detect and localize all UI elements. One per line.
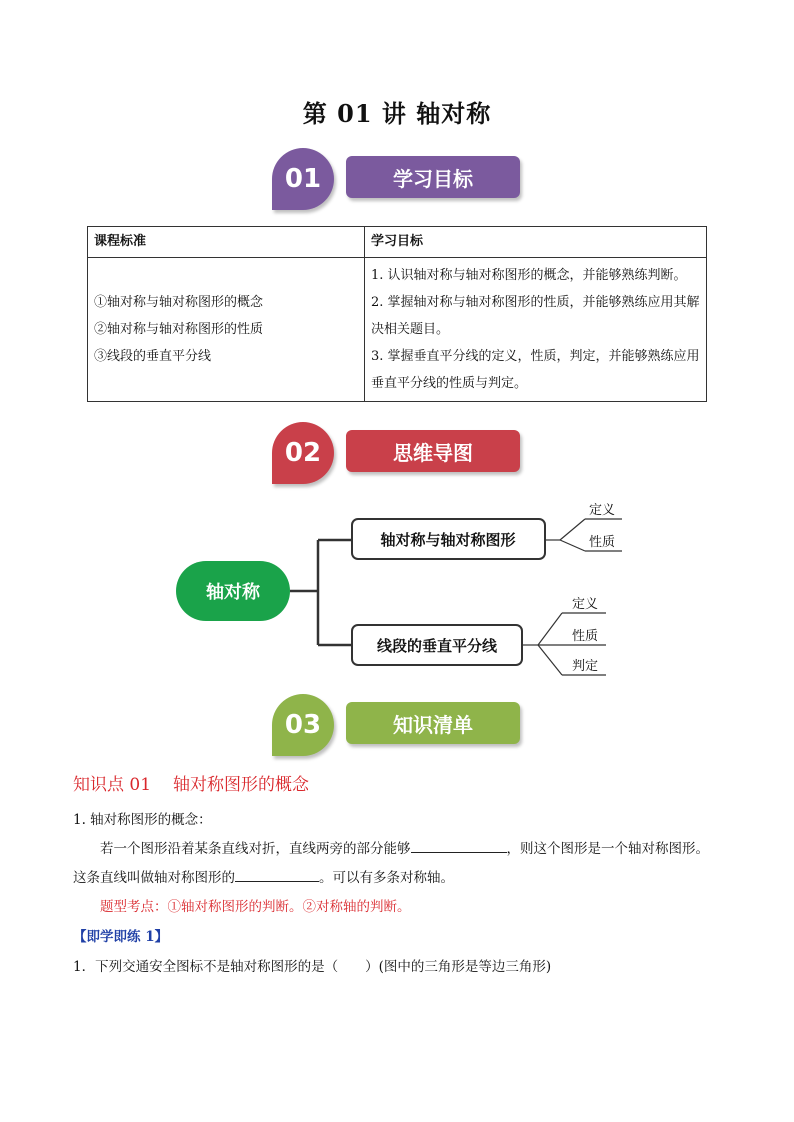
- objective-item: 3. 掌握垂直平分线的定义，性质，判定，并能够熟练应用垂直平分线的性质与判定。: [371, 349, 700, 391]
- section-label: 思维导图: [346, 430, 520, 472]
- header-objectives: 学习目标: [365, 227, 707, 258]
- mindmap-leaf: 定义: [588, 503, 616, 518]
- mindmap-leaf: 性质: [588, 535, 616, 550]
- page-title: 第 01 讲 轴对称: [302, 99, 492, 128]
- mind-map: [0, 495, 794, 695]
- standard-item: ③线段的垂直平分线: [94, 349, 212, 364]
- mindmap-root-label: 轴对称: [206, 582, 260, 603]
- concept-line-1: 若一个图形沿着某条直线对折，直线两旁的部分能够 ，则这个图形是一个轴对称图形。: [100, 837, 709, 857]
- objectives-cell: [365, 258, 707, 402]
- mindmap-branch-label: 线段的垂直平分线: [376, 637, 498, 655]
- objective-item: 1. 认识轴对称与轴对称图形的概念，并能够熟练判断。: [371, 268, 687, 283]
- knowledge-point-title: 知识点 01 轴对称图形的概念: [73, 775, 310, 795]
- standards-cell: [88, 258, 365, 402]
- mindmap-leaf: 性质: [571, 629, 599, 644]
- practice-title: 【即学即练 1】: [73, 929, 169, 945]
- concept-heading: 1. 轴对称图形的概念：: [73, 812, 212, 828]
- section-label: 学习目标: [346, 156, 520, 198]
- question-1: 1．下列交通安全图标不是轴对称图形的是（ ）(图中的三角形是等边三角形): [73, 959, 552, 975]
- mindmap-leaf: 判定: [571, 659, 599, 674]
- fill-blank[interactable]: [411, 838, 507, 853]
- header-standards: 课程标准: [88, 227, 365, 258]
- standard-item: ①轴对称与轴对称图形的概念: [94, 295, 264, 310]
- concept-line-2: 这条直线叫做轴对称图形的 。可以有多条对称轴。: [73, 866, 454, 886]
- mindmap-branch-label: 轴对称与轴对称图形: [380, 531, 516, 549]
- goals-table: [87, 226, 707, 402]
- standard-item: ②轴对称与轴对称图形的性质: [94, 322, 264, 337]
- mindmap-leaf: 定义: [571, 597, 599, 612]
- section-number: 03: [272, 694, 334, 756]
- fill-blank[interactable]: [235, 867, 319, 882]
- section-number: 01: [272, 148, 334, 210]
- section-number: 02: [272, 422, 334, 484]
- objective-item: 2. 掌握轴对称与轴对称图形的性质，并能够熟练应用其解决相关题目。: [371, 295, 700, 337]
- section-label: 知识清单: [346, 702, 520, 744]
- exam-tip: 题型考点：①轴对称图形的判断。②对称轴的判断。: [100, 899, 411, 915]
